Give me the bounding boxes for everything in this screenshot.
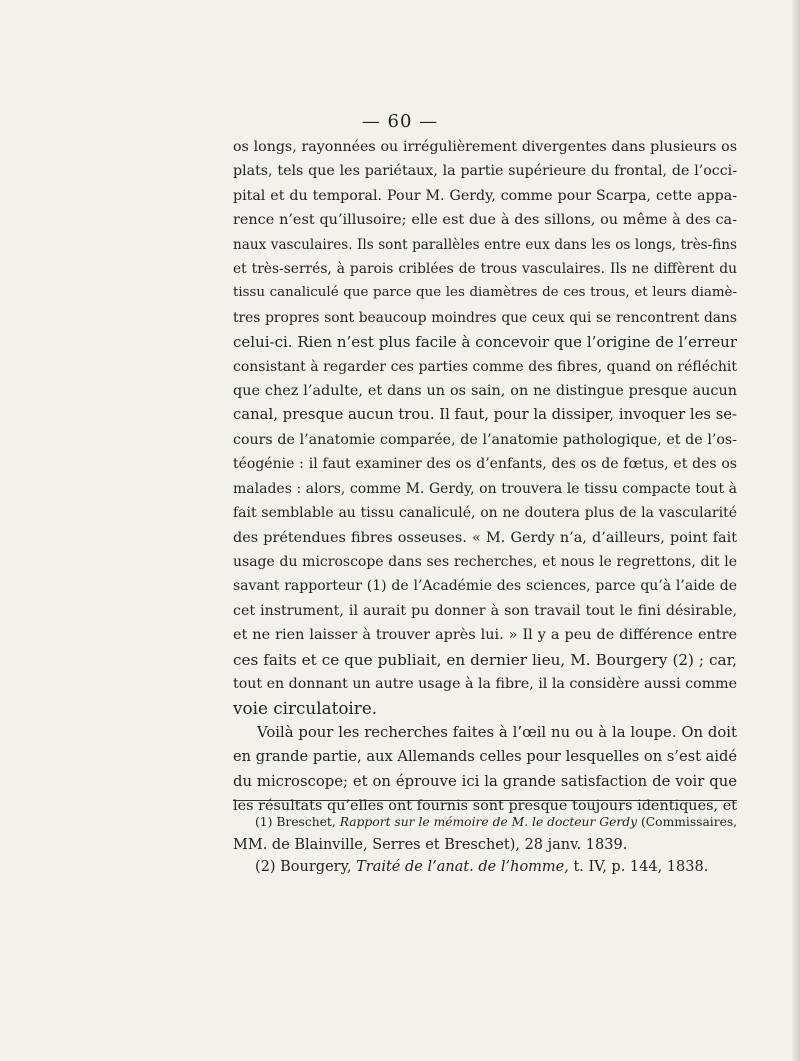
text-line: des prétendues fibres osseuses. « M. Gerdy n’a, d’ailleurs, point fait	[233, 529, 737, 546]
footnote-2	[233, 856, 737, 879]
text-line: pital et du temporal. Pour M. Gerdy, comme pour Scarpa, cette appa-	[233, 187, 737, 204]
footnote-1	[233, 811, 737, 834]
text-line: savant rapporteur (1) de l’Académie des sciences, parce qu’à l’aide de	[233, 578, 737, 595]
text-line: tissu canaliculé que parce que les diamètres de ces trous, et leurs diamè-	[233, 285, 737, 301]
text-line: téogénie : il faut examiner des os d’enfants, des os de fœtus, et des os	[233, 456, 737, 473]
text-line: plats, tels que les pariétaux, la partie supérieure du frontal, de l’occi-	[233, 163, 737, 180]
footnote-2-suffix: t. IV, p. 144, 1838.	[568, 859, 709, 875]
text-line: rence n’est qu’illusoire; elle est due à des sillons, ou même à des ca-	[233, 212, 737, 229]
page-edge-shadow	[792, 0, 800, 1061]
page-number: — 60 —	[361, 111, 439, 132]
text-line: canal, presque aucun trou. Il faut, pour la dissiper, invoquer les se-	[233, 406, 738, 424]
text-line: les résultats qu’elles ont fournis sont presque toujours identiques, et	[233, 797, 737, 814]
text-line: Voilà pour les recherches faites à l’œil nu ou à la loupe. On doit	[257, 723, 737, 741]
footnotes	[233, 811, 737, 879]
text-line: et ne rien laisser à trouver après lui. » Il y a peu de différence entre	[233, 627, 737, 644]
text-line: cet instrument, il aurait pu donner à son travail tout le fini désirable,	[233, 602, 737, 619]
text-line: os longs, rayonnées ou irrégulièrement divergentes dans plusieurs os	[233, 139, 737, 155]
text-line: usage du microscope dans ses recherches, et nous le regrettons, dit le	[233, 553, 737, 570]
text-line: consistant à regarder ces parties comme des fibres, quand on réfléchit	[233, 358, 737, 375]
text-line: tout en donnant un autre usage à la fibre, il la considère aussi comme	[233, 675, 737, 692]
footnote-2-title: Traité de l’anat. de l’homme,	[356, 859, 569, 875]
text-line: naux vasculaires. Ils sont parallèles entre eux dans les os longs, très-fins	[233, 236, 737, 253]
text-line: du microscope; et on éprouve ici la grande satisfaction de voir que	[233, 772, 737, 790]
text-line: cours de l’anatomie comparée, de l’anatomie pathologique, et de l’os-	[233, 431, 737, 448]
text-line: et très-serrés, à parois criblées de trous vasculaires. Ils ne diffèrent du	[233, 261, 737, 278]
body-text	[233, 135, 737, 818]
text-line: malades : alors, comme M. Gerdy, on trouvera le tissu compacte tout à	[233, 480, 737, 497]
footnote-1-continued: MM. de Blainville, Serres et Breschet), 28 janv. 1839.	[233, 836, 628, 853]
text-line: tres propres sont beaucoup moindres que ceux qui se rencontrent dans	[233, 309, 737, 326]
text-line: voie circulatoire.	[233, 698, 378, 719]
text-line: celui-ci. Rien n’est plus facile à concevoir que l’origine de l’erreur	[233, 333, 737, 352]
text-line: fait semblable au tissu canaliculé, on ne doutera plus de la vascularité	[233, 505, 737, 522]
footnote-1-suffix: (Commissaires,	[637, 815, 738, 829]
text-line: ces faits et ce que publiait, en dernier lieu, M. Bourgery (2) ; car,	[233, 650, 737, 669]
text-line: en grande partie, aux Allemands celles pour lesquelles on s’est aidé	[233, 748, 737, 766]
footnote-2-prefix: (2) Bourgery,	[255, 859, 357, 875]
footnote-1-title: Rapport sur le mémoire de M. le docteur Gerdy	[339, 815, 638, 829]
footnote-1-prefix: (1) Breschet,	[255, 815, 340, 829]
footnote-separator	[233, 800, 737, 801]
text-line: que chez l’adulte, et dans un os sain, on ne distingue presque aucun	[233, 383, 737, 400]
